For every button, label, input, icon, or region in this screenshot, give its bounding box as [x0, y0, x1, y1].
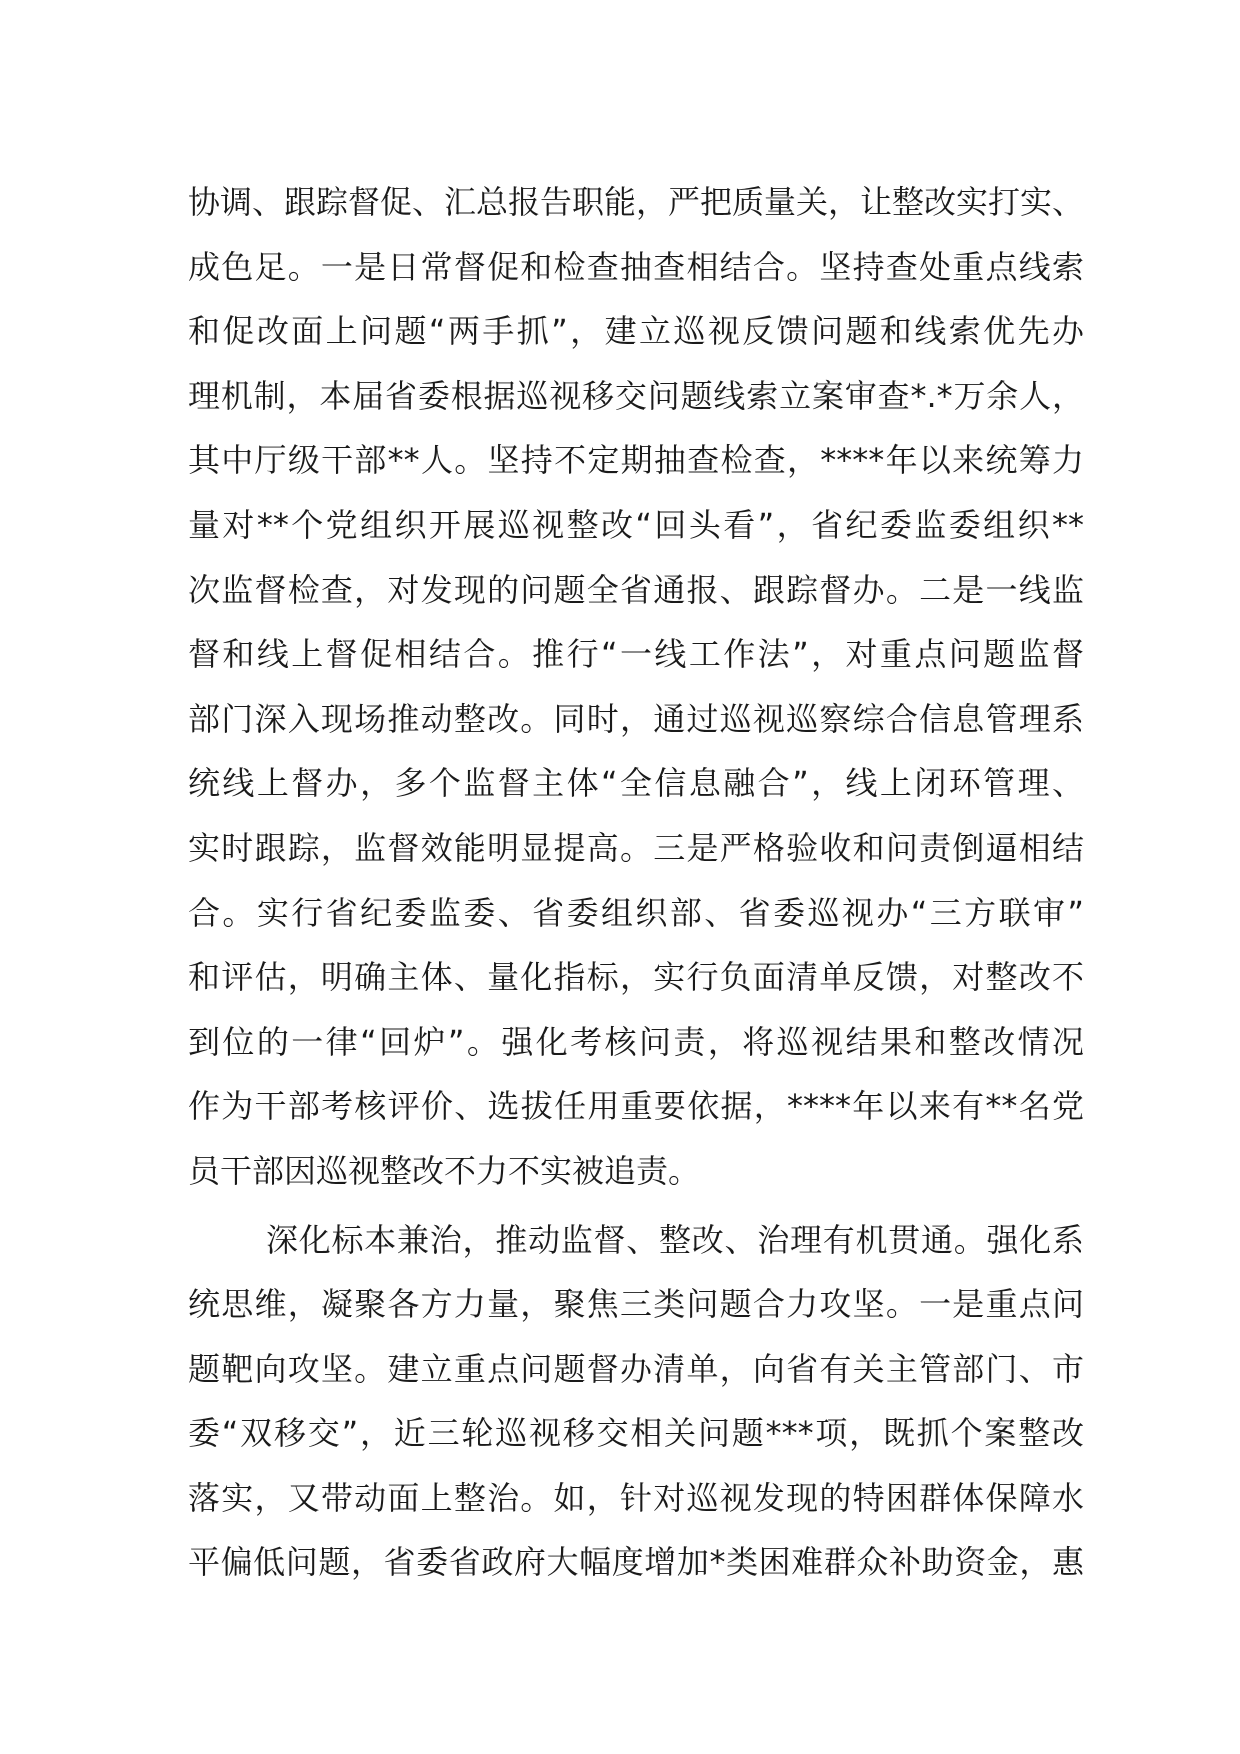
text-line: 协调、跟踪督促、汇总报告职能，严把质量关，让整改实打实、: [188, 183, 1085, 221]
text-line: 落实，又带动面上整治。如，针对巡视发现的特困群体保障水: [188, 1478, 1084, 1517]
document-body: [188, 170, 1084, 1595]
text-line: 到位的一律“回炉”。强化考核问责，将巡视结果和整改情况: [188, 1022, 1084, 1061]
text-line: 次监督检查，对发现的问题全省通报、跟踪督办。二是一线监: [188, 570, 1084, 609]
text-line: 其中厅级干部**人。坚持不定期抽查检查，****年以来统筹力: [188, 441, 1084, 480]
text-line: 员干部因巡视整改不力不实被追责。: [188, 1151, 701, 1190]
text-line: 部门深入现场推动整改。同时，通过巡视巡察综合信息管理系: [188, 699, 1084, 738]
text-line: 委“双移交”，近三轮巡视移交相关问题***项，既抓个案整改: [188, 1414, 1084, 1453]
text-line: 合。实行省纪委监委、省委组织部、省委巡视办“三方联审”: [188, 893, 1084, 932]
text-line: 量对**个党组织开展巡视整改“回头看”，省纪委监委组织**: [188, 505, 1084, 544]
paragraph: [188, 170, 1084, 1204]
text-line: 统线上督办，多个监督主体“全信息融合”，线上闭环管理、: [188, 764, 1084, 803]
text-line: 作为干部考核评价、选拔任用重要依据，****年以来有**名党: [188, 1087, 1084, 1126]
text-line: 理机制，本届省委根据巡视移交问题线索立案审查*.*万余人，: [188, 376, 1084, 415]
text-line: 和促改面上问题“两手抓”，建立巡视反馈问题和线索优先办: [188, 312, 1084, 351]
paragraph: [188, 1208, 1084, 1596]
text-line: 督和线上督促相结合。推行“一线工作法”，对重点问题监督: [188, 635, 1084, 674]
text-line: 统思维，凝聚各方力量，聚焦三类问题合力攻坚。一是重点问: [188, 1285, 1084, 1324]
text-line: 成色足。一是日常督促和检查抽查相结合。坚持查处重点线索: [188, 247, 1084, 286]
text-line: 和评估，明确主体、量化指标，实行负面清单反馈，对整改不: [188, 958, 1084, 997]
text-line: 深化标本兼治，推动监督、整改、治理有机贯通。强化系: [266, 1220, 1084, 1259]
text-line: 实时跟踪，监督效能明显提高。三是严格验收和问责倒逼相结: [188, 828, 1084, 867]
text-line: 题靶向攻坚。建立重点问题督办清单，向省有关主管部门、市: [188, 1349, 1084, 1388]
text-line: 平偏低问题，省委省政府大幅度增加*类困难群众补助资金，惠: [188, 1543, 1084, 1582]
